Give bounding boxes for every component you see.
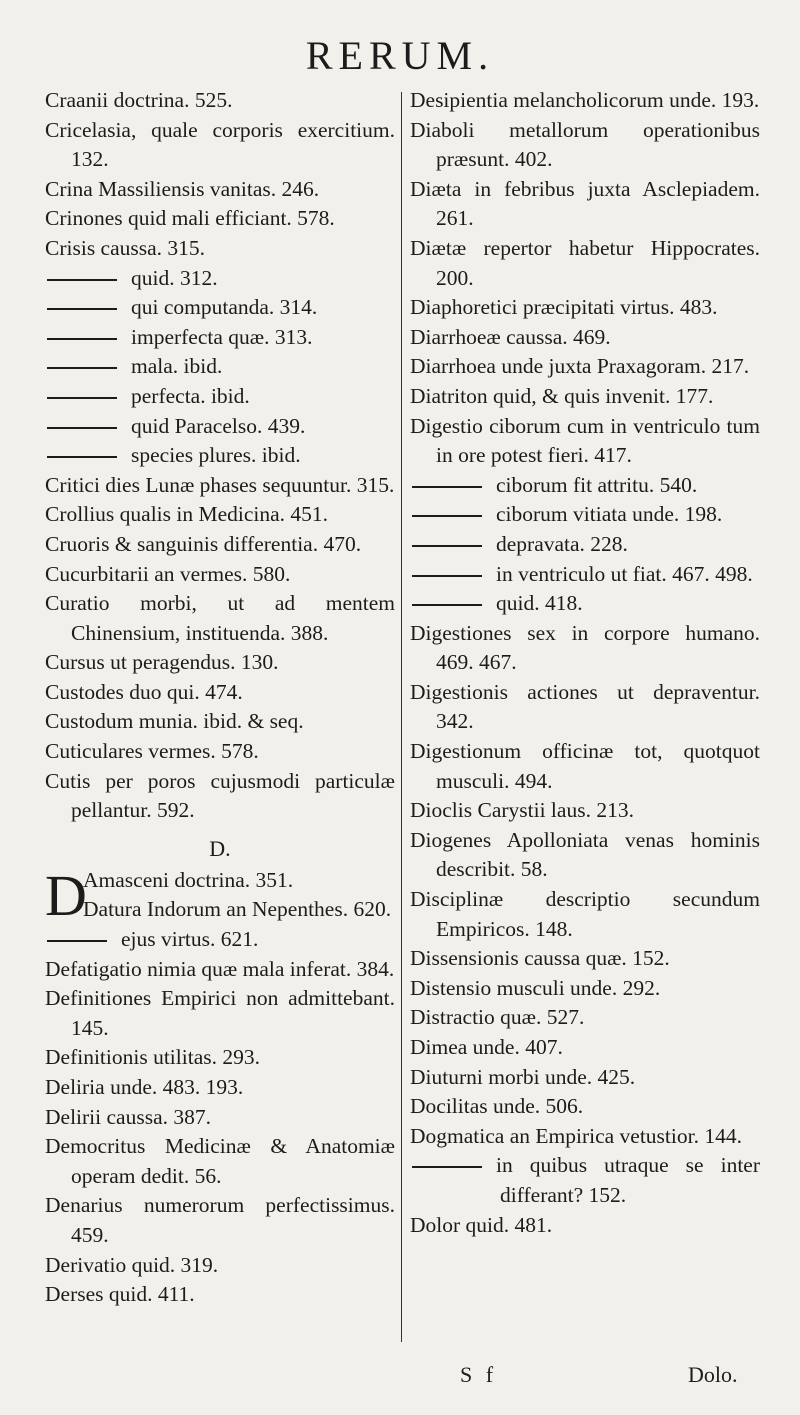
index-subentry — [410, 471, 760, 501]
entry-text: Crina Massiliensis vanitas. 246. — [45, 176, 320, 201]
repeat-dash — [47, 367, 117, 369]
entry-text: Cuticulares vermes. 578. — [45, 739, 259, 764]
index-entry — [45, 204, 395, 234]
entry-text: Diaboli metallorum operationibus præsunt. 402. — [410, 117, 760, 172]
entry-text: Defatigatio nimia quæ mala inferat. 384. — [45, 956, 395, 981]
entry-text: Cursus ut peragendus. 130. — [45, 650, 279, 675]
index-entry — [410, 678, 760, 737]
running-head: RERUM. — [305, 33, 495, 78]
entry-text: Digestionis actiones ut depraventur. 342. — [410, 679, 760, 734]
index-entry — [45, 116, 395, 175]
index-entry — [45, 175, 395, 205]
entry-text: quid. 312. — [131, 265, 218, 290]
index-entry — [45, 500, 395, 530]
index-entry — [410, 175, 760, 234]
repeat-dash — [412, 575, 482, 577]
index-entry — [410, 619, 760, 678]
index-entry — [45, 895, 395, 925]
repeat-dash — [412, 1166, 482, 1168]
index-entry — [410, 86, 760, 116]
repeat-dash — [47, 397, 117, 399]
entry-text: perfecta. ibid. — [131, 383, 250, 408]
index-entry — [45, 1103, 395, 1133]
entry-text: ciborum vitiata unde. 198. — [496, 502, 723, 527]
index-subentry — [45, 925, 395, 955]
entry-text: Craanii doctrina. 525. — [45, 88, 233, 112]
index-entry — [410, 293, 760, 323]
entry-text: Dogmatica an Empirica vetustior. 144. — [410, 1123, 742, 1148]
index-subentry — [45, 412, 395, 442]
entry-text: Distractio quæ. 527. — [410, 1005, 585, 1030]
index-subentry — [45, 293, 395, 323]
entry-text: Custodes duo qui. 474. — [45, 679, 243, 704]
entry-text: Denarius numerorum perfectissimus. 459. — [45, 1193, 395, 1247]
index-subentry — [45, 382, 395, 412]
entry-text: Crinones quid mali efficiant. 578. — [45, 206, 335, 231]
index-entry — [410, 323, 760, 353]
entry-text: Dioclis Carystii laus. 213. — [410, 798, 634, 823]
entry-text: Diæta in febribus juxta Asclepiadem. 261. — [410, 176, 760, 231]
index-subentry — [410, 589, 760, 619]
entry-text: Deliria unde. 483. 193. — [45, 1075, 244, 1099]
entry-text: quid Paracelso. 439. — [131, 413, 306, 438]
index-entry — [410, 796, 760, 826]
repeat-dash — [47, 308, 117, 310]
entry-text: Derses quid. 411. — [45, 1282, 195, 1307]
index-entry — [410, 234, 760, 293]
index-subentry — [410, 530, 760, 560]
entry-text: Diatriton quid, & quis invenit. 177. — [410, 383, 714, 408]
entry-text: mala. ibid. — [131, 354, 223, 379]
index-entry — [410, 116, 760, 175]
entry-text: in ventriculo ut fiat. 467. 498. — [496, 561, 753, 586]
drop-cap: D — [45, 862, 87, 928]
entry-text: Datura Indorum an Nepenthes. 620. — [83, 897, 392, 922]
entry-text: imperfecta quæ. 313. — [131, 324, 313, 349]
index-entry — [45, 767, 395, 826]
index-entry — [45, 1191, 395, 1250]
index-subentry — [45, 264, 395, 294]
index-entry — [410, 1211, 760, 1241]
entry-text: Democritus Medicinæ & Anatomiæ operam dedit. 56. — [45, 1134, 395, 1188]
index-subentry — [45, 323, 395, 353]
index-column-right — [410, 86, 760, 1240]
index-entry — [45, 678, 395, 708]
entry-text: Dolor quid. 481. — [410, 1212, 553, 1237]
entry-text: Disciplinæ descriptio secundum Empiricos. 148. — [410, 887, 760, 941]
entry-text: Digestio ciborum cum in ventriculo tum in ore potest fieri. 417. — [410, 413, 760, 468]
index-entry — [410, 1092, 760, 1122]
entry-text: Amasceni doctrina. 351. — [83, 867, 294, 892]
entry-text: Cricelasia, quale corporis exercitium. 132. — [45, 117, 395, 172]
index-entry — [45, 1280, 395, 1310]
entry-text: Cruoris & sanguinis differentia. 470. — [45, 531, 362, 556]
entry-text: Delirii caussa. 387. — [45, 1104, 211, 1129]
index-entry — [410, 1122, 760, 1152]
index-entry — [410, 885, 760, 944]
entry-text: Curatio morbi, ut ad mentem Chinensium, instituenda. 388. — [45, 591, 395, 645]
index-entry — [410, 944, 760, 974]
index-entry — [410, 382, 760, 412]
catchword: Dolo. — [688, 1362, 738, 1387]
entry-text: Diuturni morbi unde. 425. — [410, 1064, 636, 1089]
repeat-dash — [47, 456, 117, 458]
index-entry — [410, 1033, 760, 1063]
index-subentry — [410, 500, 760, 530]
column-divider — [401, 92, 402, 1342]
entry-text: ejus virtus. 621. — [121, 927, 259, 952]
index-entry — [45, 1043, 395, 1073]
index-entry — [410, 1003, 760, 1033]
index-subentry — [410, 560, 760, 590]
entry-text: ciborum fit attritu. 540. — [496, 472, 698, 497]
index-entry — [410, 352, 760, 382]
entry-text: Diogenes Apolloniata venas hominis describit. 58. — [410, 827, 760, 882]
index-subentry — [45, 441, 395, 471]
entry-text: Cutis per poros cujusmodi particulæ pellantur. 592. — [45, 768, 395, 823]
repeat-dash — [47, 940, 107, 942]
signature-mark: S f — [460, 1362, 498, 1387]
index-entry — [45, 648, 395, 678]
index-entry — [410, 1063, 760, 1093]
entry-text: Diaphoretici præcipitati virtus. 483. — [410, 295, 718, 320]
index-entry — [45, 1073, 395, 1103]
index-entry — [45, 707, 395, 737]
index-entry — [45, 737, 395, 767]
index-entry — [45, 589, 395, 648]
index-entry — [410, 412, 760, 471]
repeat-dash — [412, 515, 482, 517]
index-entry — [45, 1132, 395, 1191]
repeat-dash — [412, 604, 482, 606]
entry-text: Crollius qualis in Medicina. 451. — [45, 502, 329, 527]
entry-text: Derivatio quid. 319. — [45, 1252, 219, 1277]
index-entry — [45, 86, 395, 116]
repeat-dash — [412, 486, 482, 488]
entry-text: species plures. ibid. — [131, 443, 301, 468]
index-entry — [45, 955, 395, 985]
index-entry — [45, 530, 395, 560]
entry-text: Digestiones sex in corpore humano. 469. 467. — [410, 620, 760, 675]
section-heading: D. — [209, 835, 231, 861]
entry-text: Definitionis utilitas. 293. — [45, 1045, 260, 1070]
index-entry — [410, 974, 760, 1004]
entry-text: Custodum munia. ibid. & seq. — [45, 709, 304, 734]
index-entry — [45, 234, 395, 264]
entry-text: Diarrhoea unde juxta Praxagoram. 217. — [410, 354, 750, 379]
entry-text: Dimea unde. 407. — [410, 1035, 563, 1059]
index-entry — [410, 737, 760, 796]
index-column-left — [45, 86, 395, 1310]
entry-text: Dissensionis caussa quæ. 152. — [410, 946, 670, 971]
repeat-dash — [47, 427, 117, 429]
index-subentry — [410, 1151, 760, 1210]
index-entry — [45, 1251, 395, 1281]
repeat-dash — [412, 545, 482, 547]
entry-text: Digestionum officinæ tot, quotquot musculi. 494. — [410, 739, 760, 793]
repeat-dash — [47, 338, 117, 340]
entry-text: Critici dies Lunæ phases sequuntur. 315. — [45, 472, 395, 497]
index-entry — [45, 560, 395, 590]
entry-text: qui computanda. 314. — [131, 295, 318, 320]
entry-text: Diarrhoeæ caussa. 469. — [410, 324, 611, 349]
entry-text: depravata. 228. — [496, 531, 628, 556]
entry-text: Cucurbitarii an vermes. 580. — [45, 561, 291, 586]
index-entry — [410, 826, 760, 885]
entry-text: Diætæ repertor habetur Hippocrates. 200. — [410, 235, 760, 290]
index-entry — [45, 471, 395, 501]
entry-text: Desipientia melancholicorum unde. 193. — [410, 88, 760, 112]
entry-text: Docilitas unde. 506. — [410, 1094, 584, 1119]
entry-text: Distensio musculi unde. 292. — [410, 975, 661, 1000]
entry-text: quid. 418. — [496, 591, 583, 616]
entry-text: in quibus utraque se inter differant? 152. — [496, 1153, 760, 1207]
index-subentry — [45, 352, 395, 382]
entry-text: Crisis caussa. 315. — [45, 235, 206, 260]
repeat-dash — [47, 279, 117, 281]
index-entry — [45, 984, 395, 1043]
entry-text: Definitiones Empirici non admittebant. 145. — [45, 986, 395, 1040]
